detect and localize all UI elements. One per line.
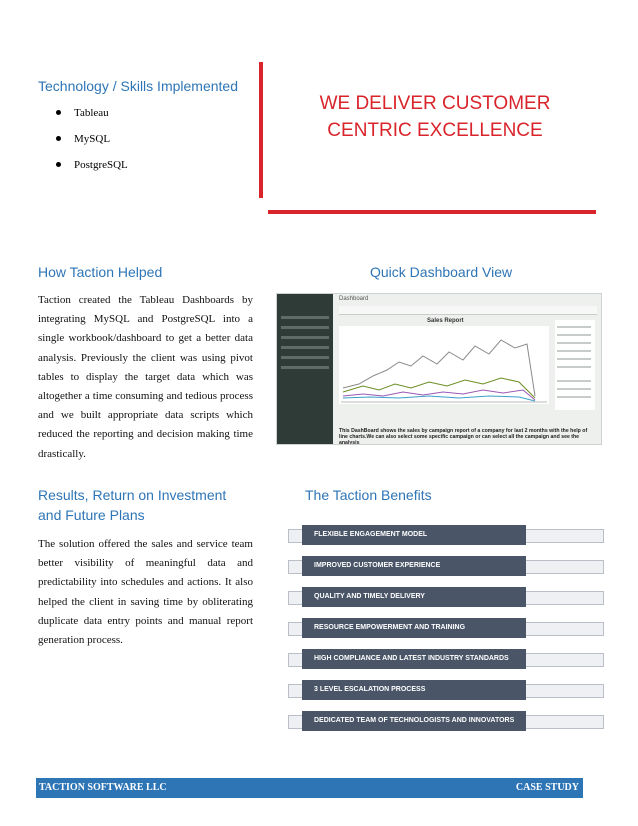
dashboard-chart-title: Sales Report [427,318,464,324]
results-heading-line-1: Results, Return on Investment [38,487,227,503]
dashboard-caption: This DashBoard shows the sales by campaign report of a company for last 2 months with the help of line charts.We can also select some specific campaign or can select all the campaign and see the analysis [339,428,588,445]
dashboard-plot [339,326,549,404]
benefit-label: IMPROVED CUSTOMER EXPERIENCE [302,556,526,576]
list-item: Tableau [38,100,128,126]
benefit-label: FLEXIBLE ENGAGEMENT MODEL [302,525,526,545]
benefits-heading: The Taction Benefits [305,487,432,503]
benefit-label: 3 LEVEL ESCALATION PROCESS [302,680,526,700]
footer-bar [36,778,583,798]
footer-company: TACTION SOFTWARE LLC [39,782,167,793]
red-divider-horizontal [268,210,596,214]
dashboard-sidebar [277,294,333,444]
benefit-item [288,587,604,607]
results-body: The solution offered the sales and service team better visibility of meaningful data and predictability into schedules and actions. It also helped the client in saving time by obliterating duplicate data entry points and manual report generation process. [38,538,253,647]
series-line [343,340,535,396]
benefit-item [288,525,604,545]
technology-heading: Technology / Skills Implemented [38,78,238,94]
dashboard-tabs [339,306,597,315]
results-heading-line-2: and Future Plans [38,507,145,523]
benefit-label: DEDICATED TEAM OF TECHNOLOGISTS AND INNOVATORS [302,711,526,731]
list-item: PostgreSQL [38,152,128,178]
skills-list [38,100,128,178]
dashboard-line-chart [339,326,549,404]
how-helped-body: Taction created the Tableau Dashboards by integrating MySQL and PostgreSQL into a single workbook/dashboard to get a better data analysis. Previously the client was using pivot tables to display the target data which was altogether a time consuming and tedious process and we built appropriate data scripts which reduced the reporting and decision making time drastically. [38,294,253,460]
dashboard-screenshot [276,293,602,445]
benefit-item [288,618,604,638]
how-helped-heading: How Taction Helped [38,264,163,280]
bullet-icon [56,110,61,115]
series-line [343,390,535,400]
results-heading [38,485,226,525]
benefit-item [288,556,604,576]
benefit-label: RESOURCE EMPOWERMENT AND TRAINING [302,618,526,638]
footer-doc-type: CASE STUDY [515,782,579,793]
slogan-line-1: WE DELIVER CUSTOMER [319,93,551,114]
dashboard-view-heading: Quick Dashboard View [370,264,513,280]
benefit-item [288,680,604,700]
benefit-item [288,711,604,731]
red-divider-vertical [259,62,263,198]
benefit-label: HIGH COMPLIANCE AND LATEST INDUSTRY STANDARDS [302,649,526,669]
dashboard-legend [555,320,595,410]
benefit-label: QUALITY AND TIMELY DELIVERY [302,587,526,607]
slogan [290,90,580,144]
bullet-icon [56,162,61,167]
benefit-item [288,649,604,669]
series-line [343,396,535,401]
slogan-line-2: CENTRIC EXCELLENCE [327,120,543,141]
bullet-icon [56,136,61,141]
list-item: MySQL [38,126,128,152]
dashboard-screen-title: Dashboard [339,296,369,302]
